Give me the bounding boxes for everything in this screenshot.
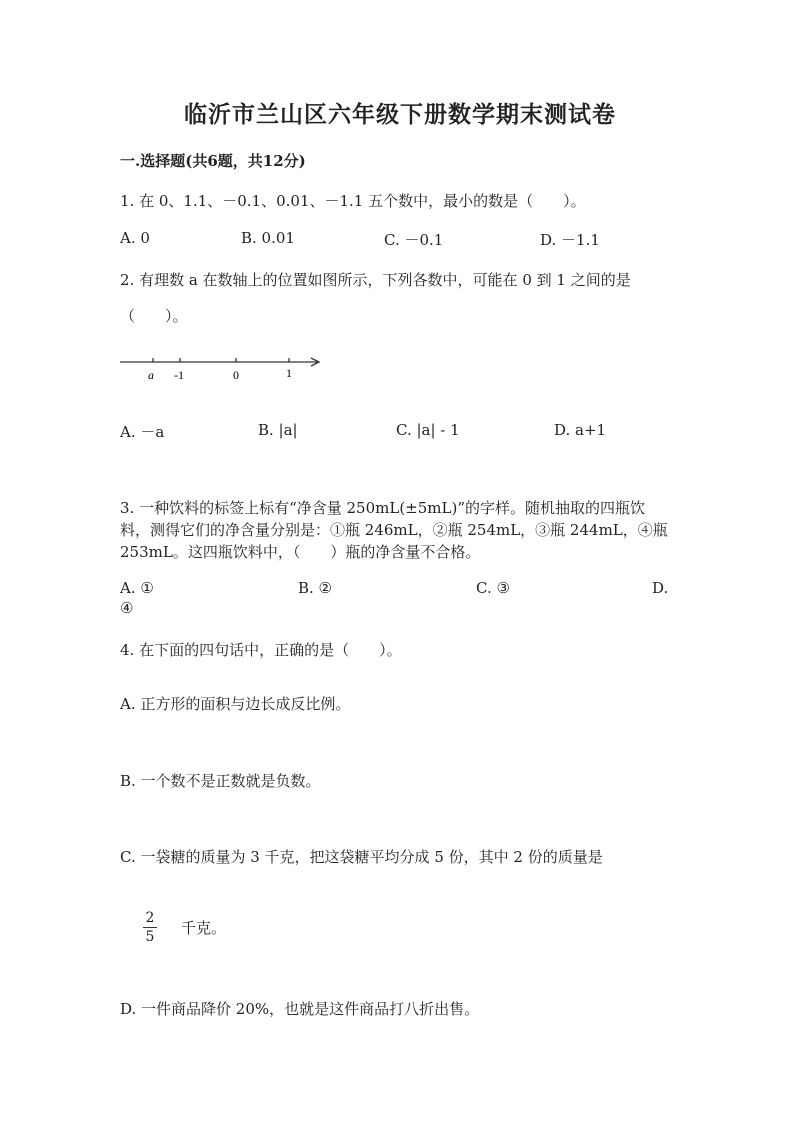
fraction-denominator: 5	[145, 929, 155, 945]
q3-stem-line3: 253mL。这四瓶饮料中，（ ）瓶的净含量不合格。	[120, 543, 481, 561]
fraction-bar	[143, 927, 157, 928]
q3-option-d-value: ④	[120, 599, 134, 617]
q4-option-c-tail: 千克。	[181, 919, 227, 937]
number-line-figure	[118, 352, 328, 384]
q4-option-d: D. 一件商品降价 20%，也就是这件商品打八折出售。	[120, 1000, 480, 1018]
q3-option-b: B. ②	[298, 579, 333, 597]
label-neg-1: -1	[174, 368, 184, 382]
q1-option-a: A. 0	[120, 229, 150, 247]
q2-option-c: C. |a| - 1	[396, 421, 460, 439]
q2-option-a: A. －a	[120, 423, 165, 441]
q3-option-c: C. ③	[476, 579, 510, 597]
label-1: 1	[286, 366, 292, 380]
section-heading: 一.选择题(共6题，共12分)	[120, 152, 306, 170]
q3-option-d: D.	[652, 579, 669, 597]
q4-stem: 4. 在下面的四句话中，正确的是（ ）。	[120, 641, 402, 659]
label-a: a	[148, 368, 154, 382]
q3-stem-line1: 3. 一种饮料的标签上标有“净含量 250mL(±5mL)”的字样。随机抽取的四瓶饮	[120, 499, 646, 517]
q1-option-d: D. －1.1	[540, 231, 600, 249]
page-title: 临沂市兰山区六年级下册数学期末测试卷	[184, 101, 616, 128]
q2-stem-line2: （ ）。	[120, 307, 188, 325]
label-0: 0	[233, 368, 239, 382]
q3-stem-line2: 料，测得它们的净含量分别是：①瓶 246mL，②瓶 254mL，③瓶 244mL，④瓶	[120, 521, 668, 539]
q4-option-c: C. 一袋糖的质量为 3 千克，把这袋糖平均分成 5 份，其中 2 份的质量是	[120, 848, 603, 866]
q2-stem-line1: 2. 有理数 a 在数轴上的位置如图所示，下列各数中，可能在 0 到 1 之间的是	[120, 271, 631, 289]
fraction-two-fifths	[143, 910, 157, 945]
q3-option-a: A. ①	[120, 579, 154, 597]
q4-option-b: B. 一个数不是正数就是负数。	[120, 772, 321, 790]
q1-stem: 1. 在 0、1.1、－0.1、0.01、－1.1 五个数中，最小的数是（ ）。	[120, 192, 586, 210]
fraction-numerator: 2	[145, 910, 155, 926]
q1-option-b: B. 0.01	[241, 229, 295, 247]
q2-option-d: D. a+1	[554, 421, 607, 439]
q4-option-a: A. 正方形的面积与边长成反比例。	[120, 695, 351, 713]
q1-option-c: C. －0.1	[384, 231, 444, 249]
q2-option-b: B. |a|	[258, 421, 298, 439]
